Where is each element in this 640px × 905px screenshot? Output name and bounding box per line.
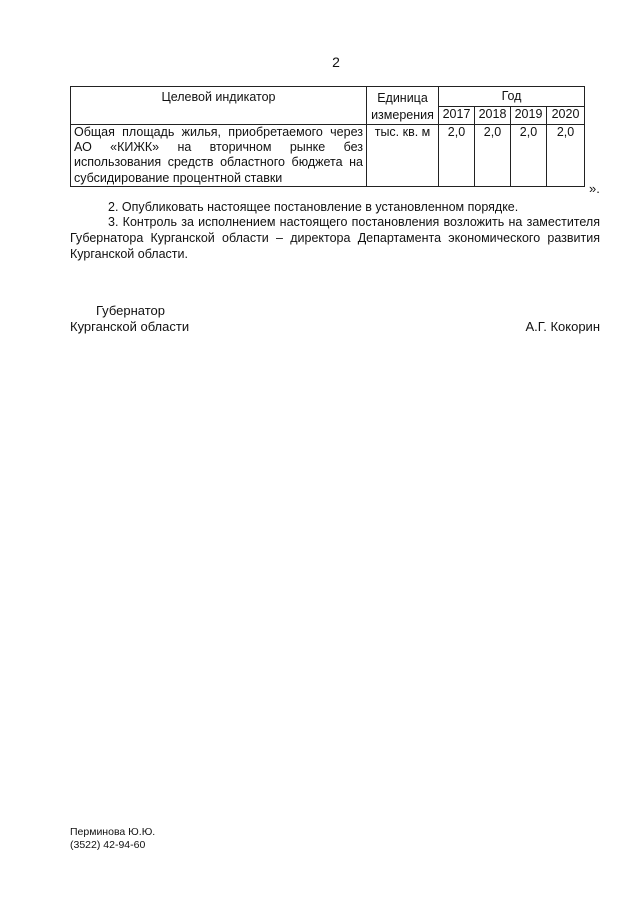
table-row: [71, 125, 585, 187]
page-number: 2: [332, 54, 340, 70]
value-2017: 2,0: [439, 125, 475, 187]
header-year-2017: 2017: [439, 107, 475, 125]
signature-title-line2: Курганской области: [70, 319, 190, 334]
header-unit: Единица измерения: [367, 87, 439, 125]
paragraph-2: 2. Опубликовать настоящее постановление в установленном порядке.: [108, 200, 519, 214]
value-2020: 2,0: [547, 125, 585, 187]
executor-phone: (3522) 42-94-60: [70, 839, 146, 851]
indicator-cell: Общая площадь жилья, приобретаемого через АО «КИЖК» на вторичном рынке без использования средств областного бюджета на субсидирование процентной ставки: [71, 125, 367, 187]
indicator-table: [70, 86, 585, 187]
signature-title: [70, 303, 189, 335]
header-year: Год: [439, 87, 585, 107]
header-indicator: Целевой индикатор: [71, 87, 367, 125]
paragraph-3: 3. Контроль за исполнением настоящего постановления возложить на заместителя Губернатора Курганской области – директора Департамента экономического развития Курганской области.: [70, 215, 600, 261]
closing-quote: ».: [589, 181, 600, 196]
value-2019: 2,0: [511, 125, 547, 187]
unit-cell: тыс. кв. м: [367, 125, 439, 187]
header-year-2018: 2018: [475, 107, 511, 125]
header-year-2020: 2020: [547, 107, 585, 125]
executor-name: Перминова Ю.Ю.: [70, 826, 156, 838]
header-year-2019: 2019: [511, 107, 547, 125]
signature-name: А.Г. Кокорин: [525, 319, 600, 334]
executor-footer: [70, 826, 155, 852]
value-2018: 2,0: [475, 125, 511, 187]
signature-title-line1: Губернатор: [96, 303, 165, 318]
